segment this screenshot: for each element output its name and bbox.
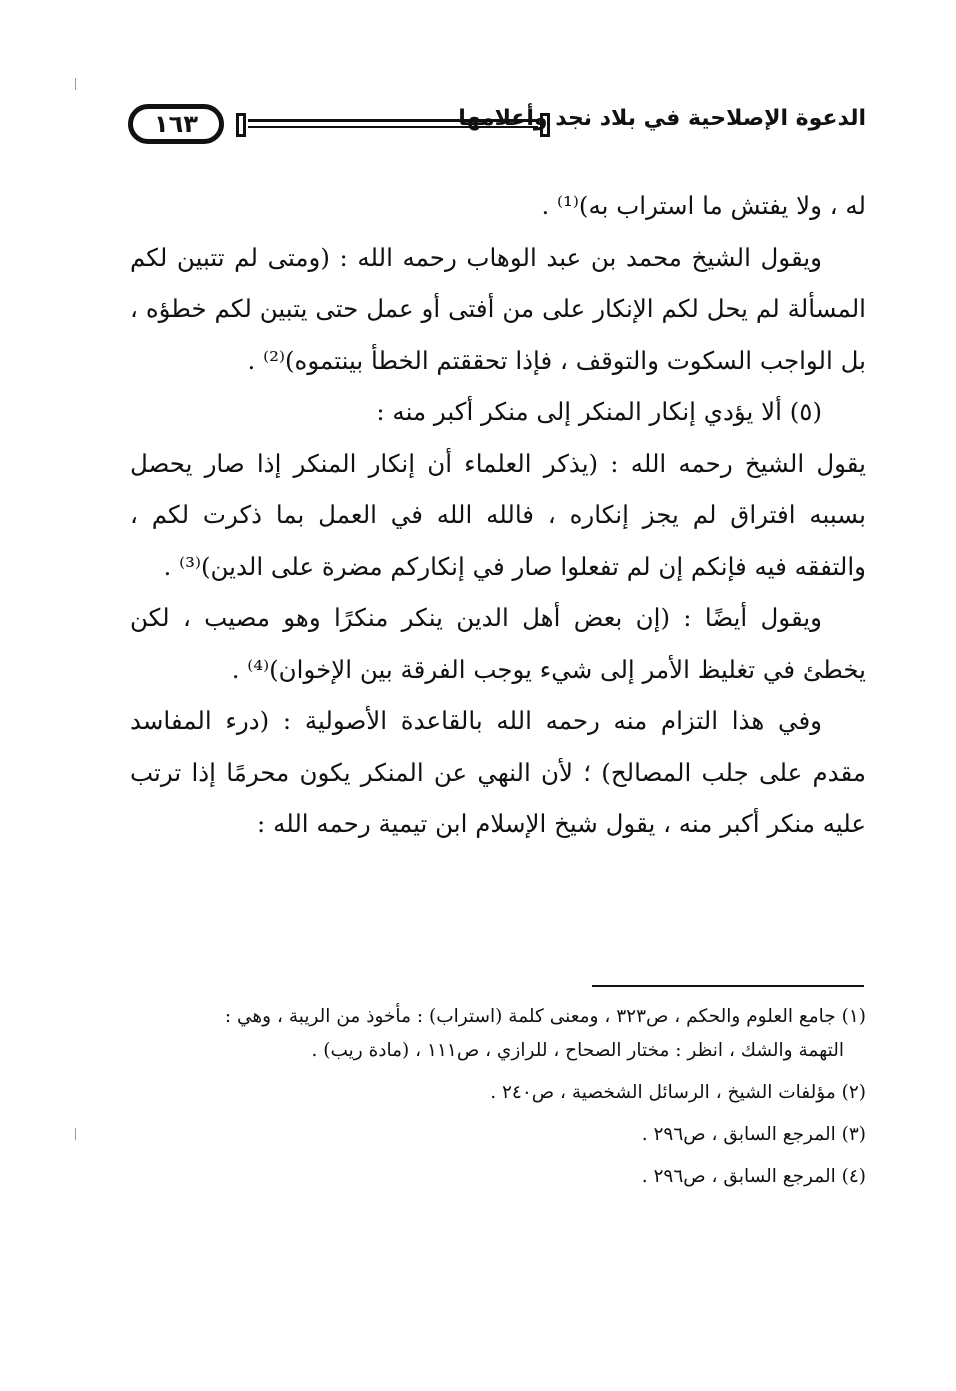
- page-header: [128, 104, 866, 148]
- footnote-1: (١) جامع العلوم والحكم ، ص٣٢٣ ، ومعنى كلمة (استراب) : مأخوذ من الريبة ، وهي :: [224, 1006, 866, 1027]
- margin-mark: [75, 78, 76, 90]
- header-ornament: [236, 113, 246, 137]
- paragraph: يقول الشيخ رحمه الله : (يذكر العلماء أن إنكار المنكر إذا صار يحصل بسببه افتراق لم يجز إنكاره ، فالله الله في العمل بما ذكرت لكم ، والتفقه فيه فإنكم إن لم تفعلوا صار في إنكاركم مضرة على الدين)⁽³⁾ .: [130, 448, 866, 581]
- footnote-2: (٢) مؤلفات الشيخ ، الرسائل الشخصية ، ص٢٤٠ .: [490, 1082, 866, 1103]
- paragraph: ويقول أيضًا : (إن بعض أهل الدين ينكر منكرًا وهو مصيب ، لكن يخطئ في تغليظ الأمر إلى شيء يوجب الفرقة بين الإخوان)⁽⁴⁾ .: [130, 603, 866, 684]
- page-number: ١٦٣: [128, 104, 224, 144]
- paragraph: وفي هذا التزام منه رحمه الله بالقاعدة الأصولية : (درء المفاسد مقدم على جلب المصالح) ؛ لأن النهي عن المنكر يكون محرمًا إذا ترتب عليه منكر أكبر منه ، يقول شيخ الإسلام ابن تيمية رحمه الله :: [130, 706, 866, 838]
- margin-mark: [75, 1128, 76, 1140]
- section-heading: (٥) ألا يؤدي إنكار المنكر إلى منكر أكبر منه :: [376, 397, 822, 426]
- running-title: الدعوة الإصلاحية في بلاد نجد وأعلامها: [458, 106, 866, 131]
- footnote-1-continued: التهمة والشك ، انظر : مختار الصحاح ، للرازي ، ص١١١ ، (مادة ريب) .: [311, 1040, 844, 1061]
- main-text: [130, 180, 866, 850]
- footnote-separator: [592, 985, 864, 987]
- footnotes: [130, 1000, 866, 1202]
- footnote-3: (٣) المرجع السابق ، ص٢٩٦ .: [641, 1124, 866, 1145]
- paragraph: له ، ولا يفتش ما استراب به)⁽¹⁾ .: [541, 191, 866, 220]
- paragraph: ويقول الشيخ محمد بن عبد الوهاب رحمه الله : (ومتى لم تتبين لكم المسألة لم يحل لكم الإنكار على من أفتى أو عمل حتى يتبين لكم خطؤه ، بل الواجب السكوت والتوقف ، فإذا تحققتم الخطأ بينتموه)⁽²⁾ .: [130, 242, 866, 375]
- footnote-4: (٤) المرجع السابق ، ص٢٩٦ .: [641, 1166, 866, 1187]
